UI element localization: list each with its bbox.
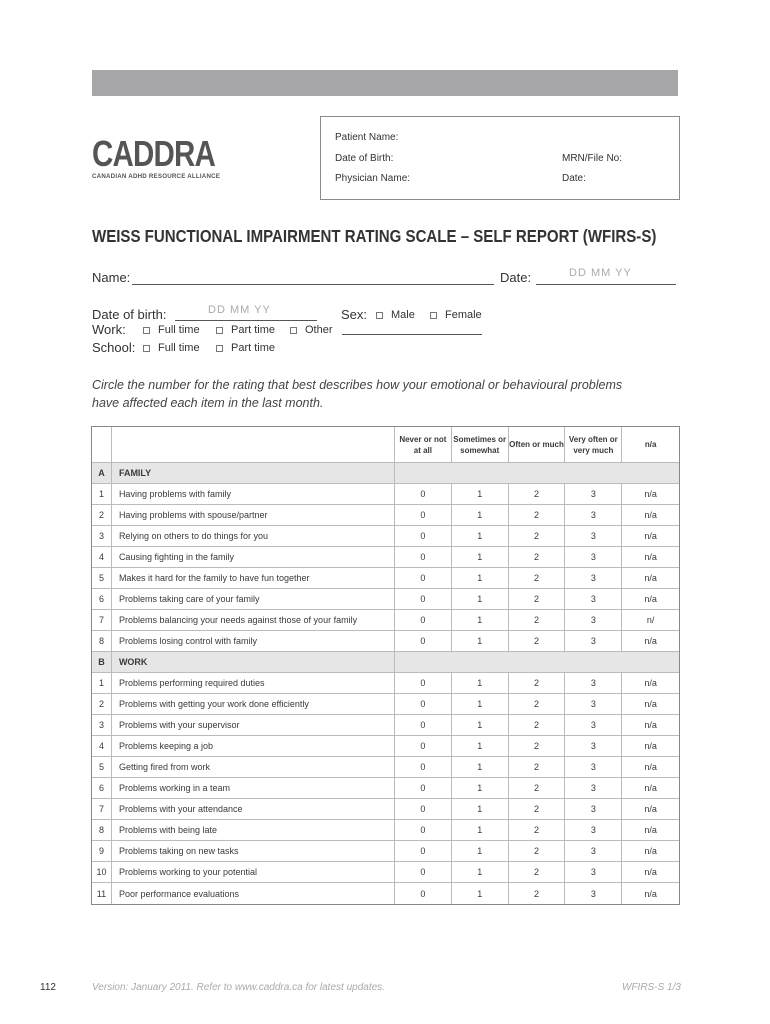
rating-option[interactable]: n/a — [644, 825, 657, 835]
rating-option[interactable]: 2 — [509, 736, 566, 756]
work-full-time-checkbox[interactable]: Full time — [143, 324, 200, 336]
rating-option[interactable]: n/a — [644, 867, 657, 877]
rating-option[interactable]: 0 — [395, 841, 452, 861]
rating-option[interactable]: 3 — [565, 547, 622, 567]
logo-wordmark: CADDRA — [92, 133, 215, 174]
table-row — [92, 694, 679, 715]
item-text: Relying on others to do things for you — [112, 526, 395, 546]
rating-option[interactable]: 3 — [565, 799, 622, 819]
header-na: n/a — [644, 440, 657, 449]
item-number: 4 — [92, 736, 112, 756]
table-row — [92, 736, 679, 757]
section-name: WORK — [112, 652, 395, 672]
mrn-label: MRN/File No: — [562, 153, 623, 164]
rating-option[interactable]: 0 — [395, 484, 452, 504]
rating-option[interactable]: 3 — [565, 715, 622, 735]
rating-option[interactable]: n/a — [644, 741, 657, 751]
table-row — [92, 757, 679, 778]
rating-option[interactable]: n/a — [644, 594, 657, 604]
rating-option[interactable]: 0 — [395, 757, 452, 777]
item-text: Problems working in a team — [112, 778, 395, 798]
rating-option[interactable]: 2 — [509, 589, 566, 609]
rating-option[interactable]: 3 — [565, 757, 622, 777]
rating-option[interactable]: n/a — [644, 888, 657, 899]
item-number: 2 — [92, 694, 112, 714]
section-letter: B — [92, 652, 112, 672]
section-row — [92, 463, 679, 484]
item-text: Problems keeping a job — [112, 736, 395, 756]
item-text: Problems with your supervisor — [112, 715, 395, 735]
rating-option[interactable]: n/a — [644, 573, 657, 583]
rating-option[interactable]: 3 — [565, 673, 622, 693]
item-number: 3 — [92, 715, 112, 735]
table-row — [92, 883, 679, 904]
table-row — [92, 778, 679, 799]
rating-option[interactable]: 1 — [452, 715, 509, 735]
checkbox-icon — [143, 327, 150, 334]
rating-option[interactable]: 2 — [509, 673, 566, 693]
table-row — [92, 610, 679, 631]
rating-option[interactable]: n/a — [644, 678, 657, 688]
item-number: 7 — [92, 610, 112, 630]
checkbox-icon — [216, 327, 223, 334]
patient-info-box — [320, 116, 680, 200]
rating-option[interactable]: 3 — [565, 778, 622, 798]
table-row — [92, 799, 679, 820]
rating-option[interactable]: 0 — [395, 883, 452, 904]
table-header-row — [92, 427, 679, 463]
page-title: WEISS FUNCTIONAL IMPAIRMENT RATING SCALE – SELF REPORT (WFIRS-S) — [92, 226, 657, 246]
rating-option[interactable]: 1 — [452, 841, 509, 861]
table-row — [92, 484, 679, 505]
item-number: 10 — [92, 862, 112, 882]
header-sometimes: Sometimes or somewhat — [452, 427, 509, 462]
logo-subtitle: CANADIAN ADHD RESOURCE ALLIANCE — [92, 173, 221, 180]
table-row — [92, 526, 679, 547]
table-row — [92, 568, 679, 589]
item-text: Problems working to your potential — [112, 862, 395, 882]
rating-option[interactable]: 1 — [452, 883, 509, 904]
item-number: 5 — [92, 568, 112, 588]
rating-option[interactable]: 0 — [395, 673, 452, 693]
rating-option[interactable]: 0 — [395, 568, 452, 588]
item-text: Problems taking care of your family — [112, 589, 395, 609]
item-number: 11 — [92, 883, 112, 904]
name-field[interactable] — [132, 284, 494, 285]
rating-option[interactable]: n/a — [644, 762, 657, 772]
checkbox-icon — [430, 312, 437, 319]
checkbox-icon — [376, 312, 383, 319]
item-text: Problems with your attendance — [112, 799, 395, 819]
rating-option[interactable]: n/a — [644, 846, 657, 856]
item-text: Problems losing control with family — [112, 631, 395, 651]
table-row — [92, 715, 679, 736]
item-text: Getting fired from work — [112, 757, 395, 777]
rating-option[interactable]: 1 — [452, 589, 509, 609]
school-part-time-checkbox[interactable]: Part time — [216, 342, 275, 354]
rating-option[interactable]: 2 — [509, 862, 566, 882]
rating-option[interactable]: n/a — [644, 489, 657, 499]
rating-option[interactable]: 2 — [509, 841, 566, 861]
sex-male-checkbox[interactable]: Male — [376, 309, 415, 321]
rating-option[interactable]: 0 — [395, 694, 452, 714]
rating-option[interactable]: 2 — [509, 526, 566, 546]
rating-option[interactable]: 1 — [452, 568, 509, 588]
rating-option[interactable]: 2 — [509, 568, 566, 588]
work-other-checkbox[interactable]: Other — [290, 324, 333, 336]
item-number: 5 — [92, 757, 112, 777]
rating-option[interactable]: n/a — [644, 552, 657, 562]
dob-label: Date of birth: — [92, 307, 167, 322]
table-row — [92, 505, 679, 526]
item-text: Problems taking on new tasks — [112, 841, 395, 861]
checkbox-icon — [290, 327, 297, 334]
header-bar — [92, 70, 678, 96]
rating-option[interactable]: 3 — [565, 820, 622, 840]
rating-option[interactable]: 0 — [395, 862, 452, 882]
header-often: Often or much — [509, 427, 566, 462]
checkbox-icon — [143, 345, 150, 352]
rating-option[interactable]: 1 — [452, 778, 509, 798]
rating-option[interactable]: 1 — [452, 673, 509, 693]
rating-option[interactable]: n/ — [646, 615, 655, 625]
section-name: FAMILY — [112, 463, 395, 483]
rating-option[interactable]: n/a — [644, 699, 657, 709]
patient-name-label: Patient Name: — [335, 132, 399, 143]
name-label: Name: — [92, 270, 131, 285]
table-row — [92, 841, 679, 862]
rating-option[interactable]: 1 — [452, 547, 509, 567]
rating-option[interactable]: 1 — [452, 505, 509, 525]
form-code: WFIRS-S 1/3 — [622, 982, 681, 993]
school-label: School: — [92, 340, 136, 355]
header-very-often: Very often or very much — [565, 427, 622, 462]
rating-option[interactable]: 3 — [565, 694, 622, 714]
item-number: 8 — [92, 820, 112, 840]
rating-option[interactable]: 3 — [565, 631, 622, 651]
rating-option[interactable]: 3 — [565, 484, 622, 504]
item-text: Having problems with family — [112, 484, 395, 504]
rating-option[interactable]: 0 — [395, 820, 452, 840]
rating-option[interactable]: 2 — [509, 505, 566, 525]
rating-option[interactable]: 0 — [395, 526, 452, 546]
rating-option[interactable]: 3 — [565, 736, 622, 756]
dob-field[interactable] — [175, 320, 317, 321]
table-row — [92, 820, 679, 841]
item-text: Problems balancing your needs against those of your family — [112, 610, 395, 630]
item-number: 4 — [92, 547, 112, 567]
rating-option[interactable]: n/a — [644, 804, 657, 814]
rating-option[interactable]: 1 — [452, 799, 509, 819]
item-number: 3 — [92, 526, 112, 546]
checkbox-icon — [216, 345, 223, 352]
rating-option[interactable]: 1 — [452, 631, 509, 651]
rating-option[interactable]: n/a — [644, 531, 657, 541]
caddra-logo — [92, 133, 222, 186]
rating-option[interactable]: 0 — [395, 589, 452, 609]
rating-option[interactable]: 1 — [452, 610, 509, 630]
rating-option[interactable]: 2 — [509, 778, 566, 798]
rating-option[interactable]: 3 — [565, 526, 622, 546]
rating-option[interactable]: 0 — [395, 799, 452, 819]
rating-table — [91, 426, 680, 905]
item-number: 2 — [92, 505, 112, 525]
rating-option[interactable]: 0 — [395, 778, 452, 798]
rating-option[interactable]: 1 — [452, 484, 509, 504]
rating-option[interactable]: 0 — [395, 631, 452, 651]
item-text: Causing fighting in the family — [112, 547, 395, 567]
rating-option[interactable]: 0 — [395, 736, 452, 756]
item-number: 6 — [92, 778, 112, 798]
item-text: Makes it hard for the family to have fun together — [112, 568, 395, 588]
version-note: Version: January 2011. Refer to www.caddra.ca for latest updates. — [92, 982, 385, 993]
patient-date-label: Date: — [562, 173, 586, 184]
rating-option[interactable]: 2 — [509, 631, 566, 651]
physician-name-label: Physician Name: — [335, 173, 411, 184]
work-label: Work: — [92, 322, 126, 337]
rating-option[interactable]: 2 — [509, 694, 566, 714]
rating-option[interactable]: 2 — [509, 820, 566, 840]
rating-option[interactable]: 1 — [452, 526, 509, 546]
item-text: Problems with getting your work done efficiently — [112, 694, 395, 714]
sex-label: Sex: — [341, 307, 368, 322]
date-field[interactable] — [536, 284, 676, 285]
rating-option[interactable]: 3 — [565, 568, 622, 588]
rating-option[interactable]: n/a — [644, 720, 657, 730]
rating-option[interactable]: 2 — [509, 715, 566, 735]
patient-dob-label: Date of Birth: — [335, 153, 394, 164]
table-row — [92, 673, 679, 694]
rating-option[interactable]: 3 — [565, 589, 622, 609]
rating-option[interactable]: 1 — [452, 736, 509, 756]
instructions: Circle the number for the rating that best describes how your emotional or behavioural problems have affected each item in the last month. — [92, 378, 623, 410]
rating-option[interactable]: 3 — [565, 883, 622, 904]
item-number: 8 — [92, 631, 112, 651]
table-row — [92, 589, 679, 610]
rating-option[interactable]: 3 — [565, 862, 622, 882]
item-text: Problems with being late — [112, 820, 395, 840]
header-never: Never or not at all — [395, 427, 452, 462]
page-number: 112 — [40, 982, 56, 993]
rating-option[interactable]: 1 — [452, 862, 509, 882]
rating-option[interactable]: 1 — [452, 694, 509, 714]
item-text: Having problems with spouse/partner — [112, 505, 395, 525]
date-placeholder: DD MM YY — [569, 267, 632, 279]
rating-option[interactable]: 2 — [509, 757, 566, 777]
item-number: 1 — [92, 484, 112, 504]
work-other-field[interactable] — [342, 334, 482, 335]
item-number: 7 — [92, 799, 112, 819]
rating-option[interactable]: 0 — [395, 715, 452, 735]
item-number: 6 — [92, 589, 112, 609]
dob-placeholder: DD MM YY — [208, 304, 271, 316]
item-text: Poor performance evaluations — [112, 883, 395, 904]
date-label: Date: — [500, 270, 532, 285]
rating-option[interactable]: 3 — [565, 610, 622, 630]
table-row — [92, 631, 679, 652]
item-number: 1 — [92, 673, 112, 693]
rating-option[interactable]: n/a — [644, 636, 657, 646]
section-row — [92, 652, 679, 673]
rating-option[interactable]: 2 — [509, 883, 566, 904]
rating-option[interactable]: n/a — [644, 783, 657, 793]
rating-option[interactable]: 0 — [395, 505, 452, 525]
item-number: 9 — [92, 841, 112, 861]
table-row — [92, 547, 679, 568]
rating-option[interactable]: 3 — [565, 505, 622, 525]
sex-female-checkbox[interactable]: Female — [430, 309, 482, 321]
rating-option[interactable]: 1 — [452, 820, 509, 840]
item-text: Problems performing required duties — [112, 673, 395, 693]
rating-option[interactable]: 2 — [509, 547, 566, 567]
rating-option[interactable]: 3 — [565, 841, 622, 861]
rating-option[interactable]: 1 — [452, 757, 509, 777]
rating-option[interactable]: 0 — [395, 610, 452, 630]
table-row — [92, 862, 679, 883]
work-part-time-checkbox[interactable]: Part time — [216, 324, 275, 336]
school-full-time-checkbox[interactable]: Full time — [143, 342, 200, 354]
rating-option[interactable]: 2 — [509, 799, 566, 819]
rating-option[interactable]: n/a — [644, 510, 657, 520]
section-letter: A — [92, 463, 112, 483]
rating-option[interactable]: 0 — [395, 547, 452, 567]
rating-option[interactable]: 2 — [509, 484, 566, 504]
rating-option[interactable]: 2 — [509, 610, 566, 630]
